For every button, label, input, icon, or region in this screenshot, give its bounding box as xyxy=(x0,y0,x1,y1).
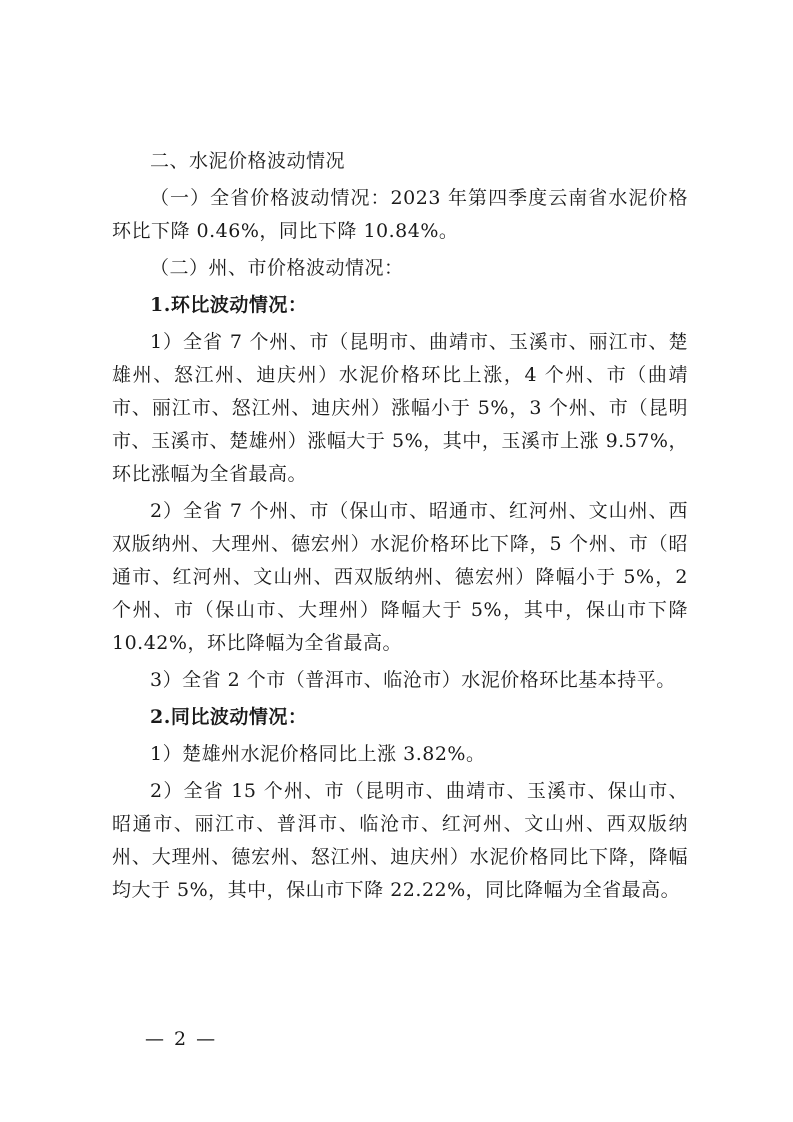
page-number: — 2 — xyxy=(145,1028,218,1050)
paragraph-yoy-decrease: 2）全省 15 个州、市（昆明市、曲靖市、玉溪市、保山市、昭通市、丽江市、普洱市、临沧市、红河州、文山州、西双版纳州、大理州、德宏州、怒江州、迪庆州）水泥价格同比下降，降幅均大于 5%，其中，保山市下降 22.22%，同比降幅为全省最高。 xyxy=(112,780,688,901)
document-body xyxy=(112,145,688,907)
paragraph-province-overview: （一）全省价格波动情况：2023 年第四季度云南省水泥价格环比下降 0.46%，同比下降 10.84%。 xyxy=(112,187,688,242)
paragraph-prefecture-intro: （二）州、市价格波动情况： xyxy=(150,257,404,279)
paragraph-yoy-increase: 1）楚雄州水泥价格同比上涨 3.82%。 xyxy=(150,743,486,765)
subheading-month-on-month: 1.环比波动情况： xyxy=(150,294,308,316)
section-heading: 二、水泥价格波动情况 xyxy=(150,150,346,172)
paragraph-mom-flat: 3）全省 2 个市（普洱市、临沧市）水泥价格环比基本持平。 xyxy=(150,669,676,691)
paragraph-mom-decrease: 2）全省 7 个州、市（保山市、昭通市、红河州、文山州、西双版纳州、大理州、德宏州）水泥价格环比下降，5 个州、市（昭通市、红河州、文山州、西双版纳州、德宏州）降幅小于 5%，2 个州、市（保山市、大理州）降幅大于 5%，其中，保山市下降 10.42%，环比降幅为全省最高。 xyxy=(112,500,688,654)
subheading-year-on-year: 2.同比波动情况： xyxy=(150,706,308,728)
paragraph-mom-increase: 1）全省 7 个州、市（昆明市、曲靖市、玉溪市、丽江市、楚雄州、怒江州、迪庆州）水泥价格环比上涨，4 个州、市（曲靖市、丽江市、怒江州、迪庆州）涨幅小于 5%，3 个州、市（昆明市、玉溪市、楚雄州）涨幅大于 5%，其中，玉溪市上涨 9.57%，环比涨幅为全省最高。 xyxy=(112,331,688,485)
